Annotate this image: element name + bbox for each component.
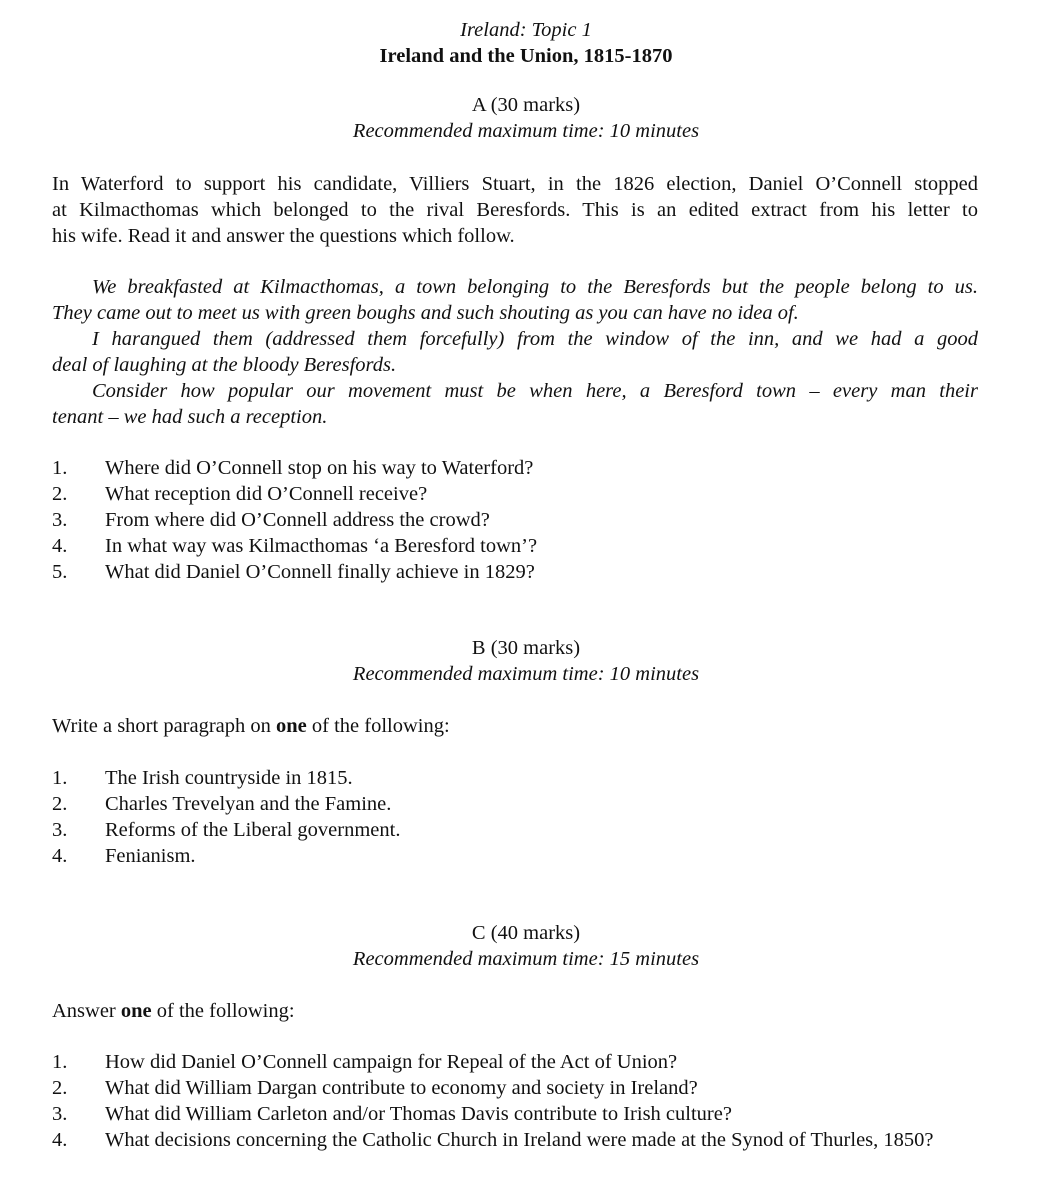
- question-text: The Irish countryside in 1815.: [105, 767, 353, 789]
- question-item: [52, 843, 982, 869]
- question-item: [52, 1075, 982, 1101]
- instruction-text: of the following:: [306, 715, 450, 737]
- question-item: [52, 455, 982, 481]
- question-number: 1.: [52, 767, 68, 789]
- extract-line: deal of laughing at the bloody Beresfords.: [52, 354, 397, 376]
- question-number: 3.: [52, 1103, 68, 1125]
- question-number: 2.: [52, 1077, 68, 1099]
- question-item: [52, 765, 982, 791]
- question-number: 2.: [52, 483, 68, 505]
- section-c-questions: [52, 1049, 982, 1153]
- extract-line: We breakfasted at Kilmacthomas, a town belonging to the Beresfords but the people belong to us.: [92, 276, 978, 298]
- question-number: 5.: [52, 561, 68, 583]
- section-a-questions: [52, 455, 982, 585]
- question-number: 1.: [52, 1051, 68, 1073]
- question-text: What did William Dargan contribute to economy and society in Ireland?: [105, 1077, 698, 1099]
- section-b-questions: [52, 765, 982, 869]
- question-text: From where did O’Connell address the crowd?: [105, 509, 490, 531]
- question-text: What did William Carleton and/or Thomas Davis contribute to Irish culture?: [105, 1103, 732, 1125]
- question-number: 4.: [52, 535, 68, 557]
- instruction-text: Answer: [52, 1000, 121, 1022]
- question-item: [52, 1101, 982, 1127]
- question-number: 3.: [52, 819, 68, 841]
- letter-extract: [52, 274, 978, 430]
- question-item: [52, 559, 982, 585]
- question-text: Charles Trevelyan and the Famine.: [105, 793, 392, 815]
- section-b-heading: B (30 marks): [471, 637, 581, 659]
- extract-line: They came out to meet us with green boughs and such shouting as you can have no idea of.: [52, 302, 799, 324]
- section-a-heading: A (30 marks): [471, 94, 581, 116]
- section-a-intro: [52, 171, 978, 249]
- instruction-text: Write a short paragraph on: [52, 715, 277, 737]
- question-text: What did Daniel O’Connell finally achieve in 1829?: [105, 561, 535, 583]
- intro-line: his wife. Read it and answer the questions which follow.: [52, 225, 515, 247]
- question-item: [52, 533, 982, 559]
- section-c-time: Recommended maximum time: 15 minutes: [352, 948, 700, 970]
- question-number: 4.: [52, 845, 68, 867]
- intro-line: In Waterford to support his candidate, Villiers Stuart, in the 1826 election, Daniel O’Connell stopped: [52, 173, 978, 195]
- question-text: Fenianism.: [105, 845, 196, 867]
- question-number: 2.: [52, 793, 68, 815]
- question-text: Reforms of the Liberal government.: [105, 819, 401, 841]
- question-text: How did Daniel O’Connell campaign for Repeal of the Act of Union?: [105, 1051, 678, 1073]
- section-c-heading: C (40 marks): [471, 922, 581, 944]
- page-title: Ireland and the Union, 1815-1870: [379, 45, 673, 67]
- question-item: [52, 791, 982, 817]
- intro-line: at Kilmacthomas which belonged to the rival Beresfords. This is an edited extract from his letter to: [52, 199, 978, 221]
- section-b-time: Recommended maximum time: 10 minutes: [352, 663, 700, 685]
- question-item: [52, 817, 982, 843]
- question-item: [52, 1127, 982, 1153]
- question-text: Where did O’Connell stop on his way to Waterford?: [105, 457, 534, 479]
- question-item: [52, 507, 982, 533]
- question-text: In what way was Kilmacthomas ‘a Beresford town’?: [105, 535, 538, 557]
- question-text: What decisions concerning the Catholic Church in Ireland were made at the Synod of Thurles, 1850?: [105, 1129, 934, 1151]
- section-c-instruction: [52, 998, 978, 1024]
- question-number: 3.: [52, 509, 68, 531]
- instruction-text: of the following:: [151, 1000, 295, 1022]
- question-number: 1.: [52, 457, 68, 479]
- extract-line: tenant – we had such a reception.: [52, 406, 328, 428]
- question-text: What reception did O’Connell receive?: [105, 483, 428, 505]
- extract-line: Consider how popular our movement must be when here, a Beresford town – every man their: [92, 380, 978, 402]
- section-b-instruction: [52, 713, 978, 739]
- question-item: [52, 481, 982, 507]
- question-item: [52, 1049, 982, 1075]
- topic-label: Ireland: Topic 1: [460, 19, 592, 41]
- question-number: 4.: [52, 1129, 68, 1151]
- instruction-emphasis: one: [120, 1000, 152, 1022]
- section-a-time: Recommended maximum time: 10 minutes: [352, 120, 700, 142]
- instruction-emphasis: one: [276, 715, 307, 737]
- extract-line: I harangued them (addressed them forcefully) from the window of the inn, and we had a good: [92, 328, 978, 350]
